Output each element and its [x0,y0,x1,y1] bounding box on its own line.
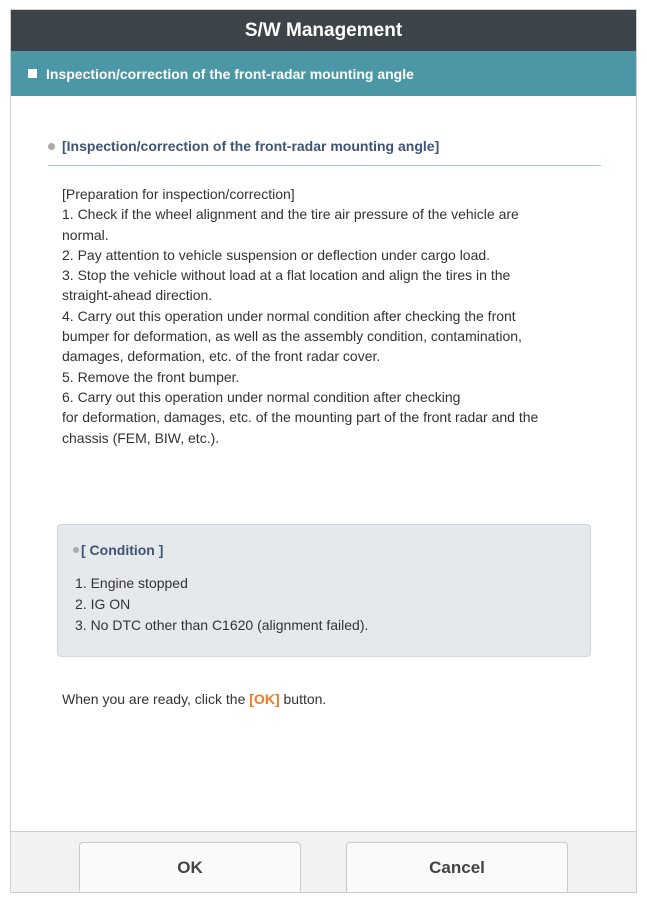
dialog-title-bar [11,10,636,51]
instruction-line: damages, deformation, etc. of the front radar cover. [62,348,381,365]
condition-box [57,524,591,657]
condition-title-text: [ Condition ] [81,542,164,558]
instruction-line: chassis (FEM, BIW, etc.). [62,429,220,446]
section-header-bar [11,51,636,96]
instruction-line: 6. Carry out this operation under normal condition after checking [62,388,461,405]
condition-item: 2. IG ON [75,596,131,612]
ok-button[interactable]: OK [79,842,301,893]
instruction-line: straight-ahead direction. [62,287,213,304]
instruction-line: for deformation, damages, etc. of the mounting part of the front radar and the [62,409,539,426]
ready-suffix: button. [279,691,327,707]
square-bullet-icon [28,69,37,78]
content-area [11,96,636,833]
instruction-line: bumper for deformation, as well as the assembly condition, contamination, [62,328,522,345]
subheading-text: [Inspection/correction of the front-radar mounting angle] [62,138,440,154]
instruction-line: [Preparation for inspection/correction] [62,186,295,202]
section-title: Inspection/correction of the front-radar mounting angle [46,65,414,82]
condition-list [75,573,368,636]
ready-instruction [62,691,326,707]
instruction-line: normal. [62,226,109,243]
instruction-line: 4. Carry out this operation under normal condition after checking the front [62,307,516,324]
instruction-line: 1. Check if the wheel alignment and the tire air pressure of the vehicle are [62,206,519,223]
condition-item: 3. No DTC other than C1620 (alignment failed). [75,617,369,633]
dialog-footer [11,831,636,892]
instruction-line: 2. Pay attention to vehicle suspension or deflection under cargo load. [62,246,491,263]
cancel-button[interactable]: Cancel [346,842,568,893]
condition-title [73,542,163,558]
instruction-line: 3. Stop the vehicle without load at a flat location and align the tires in the [62,267,511,284]
ok-highlight: [OK] [249,691,280,707]
condition-item: 1. Engine stopped [75,575,188,591]
instruction-text [62,184,622,448]
ready-prefix: When you are ready, click the [62,691,250,707]
bullet-dot-icon [48,143,55,150]
bullet-dot-icon [73,547,79,553]
sw-management-dialog [10,9,637,893]
subheading [48,138,601,166]
instruction-line: 5. Remove the front bumper. [62,368,240,385]
dialog-title: S/W Management [244,19,403,41]
